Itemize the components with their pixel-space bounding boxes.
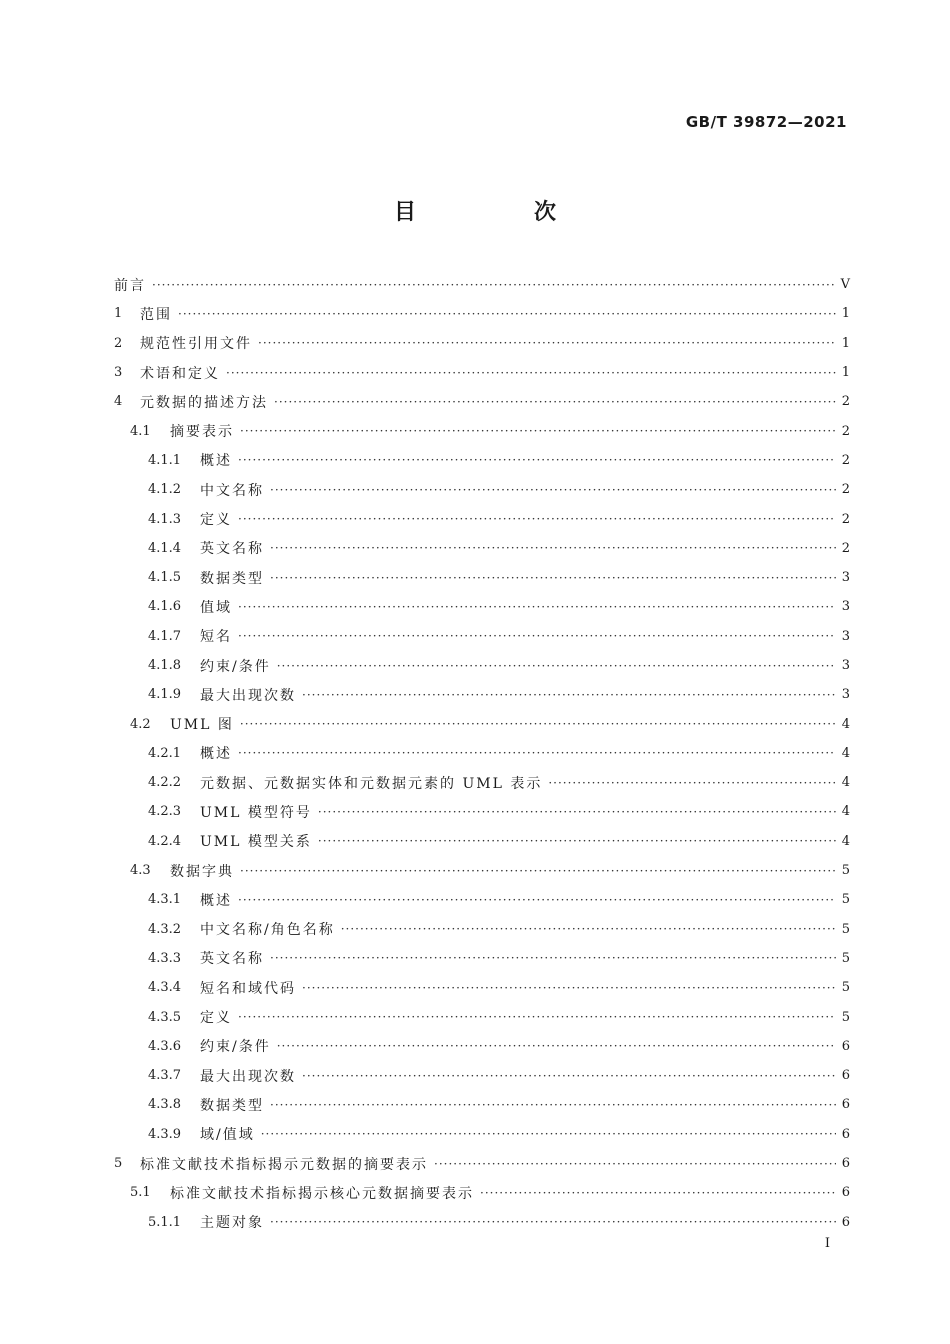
dot-leader xyxy=(302,981,836,995)
toc-entry-label: 约束/条件 xyxy=(200,658,271,675)
toc-entry-label: 范围 xyxy=(140,306,172,323)
toc-entry-page: 3 xyxy=(841,628,850,644)
toc-entry[interactable] xyxy=(114,827,850,856)
toc-entry-label: 前言 xyxy=(114,277,146,294)
toc-entry-page: 6 xyxy=(841,1038,850,1054)
toc-entry-page: 3 xyxy=(841,658,850,673)
table-of-contents xyxy=(114,270,850,1237)
toc-entry-number: 4.2.1 xyxy=(148,745,182,761)
toc-entry-number: 4.1.5 xyxy=(148,570,182,586)
toc-entry-label: UML 模型关系 xyxy=(200,834,312,851)
dot-leader xyxy=(270,951,836,965)
dot-leader xyxy=(277,659,836,673)
dot-leader xyxy=(238,746,836,760)
toc-entry[interactable] xyxy=(114,270,850,299)
toc-entry-number: 4.2 xyxy=(130,716,151,732)
dot-leader xyxy=(318,805,836,819)
toc-entry-label: 标准文献技术指标揭示核心元数据摘要表示 xyxy=(170,1185,474,1202)
toc-entry-number: 4.2.4 xyxy=(148,833,182,849)
toc-entry[interactable] xyxy=(114,680,850,709)
toc-entry-number: 4.2.3 xyxy=(148,804,182,820)
toc-entry-label: 概述 xyxy=(200,453,232,470)
dot-leader xyxy=(238,600,836,614)
toc-entry-number: 4.3.9 xyxy=(148,1126,182,1142)
toc-entry-number: 4.3.3 xyxy=(148,950,182,966)
toc-entry-number: 4.3.2 xyxy=(148,921,182,937)
dot-leader xyxy=(238,512,836,526)
toc-entry[interactable] xyxy=(114,739,850,768)
toc-entry[interactable] xyxy=(114,299,850,328)
toc-entry-label: 数据类型 xyxy=(200,570,264,587)
dot-leader xyxy=(270,541,836,555)
dot-leader xyxy=(226,366,836,380)
toc-entry-page: 3 xyxy=(841,599,850,615)
toc-entry[interactable] xyxy=(114,446,850,475)
dot-leader xyxy=(258,336,836,350)
toc-entry-number: 3 xyxy=(114,365,123,381)
dot-leader xyxy=(318,834,836,848)
toc-entry-page: 1 xyxy=(841,365,850,381)
toc-entry-number: 4.1.2 xyxy=(148,482,182,498)
dot-leader xyxy=(434,1157,836,1171)
dot-leader xyxy=(270,1215,836,1229)
toc-entry-number: 1 xyxy=(114,306,123,322)
toc-entry-page: 5 xyxy=(841,863,850,879)
toc-entry-label: 中文名称 xyxy=(200,482,264,499)
toc-entry-label: 中文名称/角色名称 xyxy=(200,922,335,939)
toc-entry-number: 4.1.1 xyxy=(148,452,182,468)
toc-entry-label: 数据字典 xyxy=(170,863,234,880)
toc-entry-label: 元数据的描述方法 xyxy=(140,394,268,411)
toc-entry-number: 4.1.6 xyxy=(148,599,182,615)
toc-entry-label: UML 模型符号 xyxy=(200,804,312,821)
toc-entry-number: 2 xyxy=(114,335,123,351)
toc-entry-page: 6 xyxy=(841,1185,850,1201)
toc-entry-number: 5 xyxy=(114,1156,123,1172)
toc-entry-number: 4.3.5 xyxy=(148,1009,182,1025)
toc-entry-page: 2 xyxy=(841,452,850,468)
dot-leader xyxy=(240,864,836,878)
toc-entry-label: 定义 xyxy=(200,512,232,529)
toc-entry[interactable] xyxy=(114,856,850,885)
toc-entry-label: 摘要表示 xyxy=(170,424,234,441)
dot-leader xyxy=(277,1039,836,1053)
toc-entry-page: 5 xyxy=(841,892,850,908)
toc-entry-number: 4.1.8 xyxy=(148,658,182,673)
toc-entry-page: 5 xyxy=(841,950,850,966)
dot-leader xyxy=(238,1010,836,1024)
dot-leader xyxy=(274,395,836,409)
toc-entry-page: 2 xyxy=(841,423,850,439)
dot-leader xyxy=(178,307,836,321)
toc-entry-number: 4.3.8 xyxy=(148,1097,182,1113)
toc-entry[interactable] xyxy=(114,1032,850,1061)
toc-entry-number: 4.1.7 xyxy=(148,628,182,644)
toc-entry-page: 6 xyxy=(841,1097,850,1113)
toc-entry[interactable] xyxy=(114,329,850,358)
toc-entry-number: 4.3.6 xyxy=(148,1038,182,1054)
dot-leader xyxy=(152,278,835,292)
toc-entry-label: 数据类型 xyxy=(200,1097,264,1114)
toc-entry-page: 2 xyxy=(841,482,850,498)
toc-entry[interactable] xyxy=(114,1120,850,1149)
toc-entry-label: 术语和定义 xyxy=(140,365,220,382)
toc-entry-number: 4 xyxy=(114,394,123,410)
toc-entry[interactable] xyxy=(114,944,850,973)
toc-entry-label: 短名和域代码 xyxy=(200,980,296,997)
toc-entry-label: 标准文献技术指标揭示元数据的摘要表示 xyxy=(140,1156,428,1173)
toc-entry-label: 英文名称 xyxy=(200,541,264,558)
toc-entry-page: 6 xyxy=(841,1126,850,1142)
dot-leader xyxy=(240,717,836,731)
toc-entry[interactable] xyxy=(114,416,850,445)
toc-entry-number: 4.2.2 xyxy=(148,775,182,791)
toc-entry-page: V xyxy=(840,277,850,293)
toc-entry-number: 5.1 xyxy=(130,1185,151,1201)
toc-entry[interactable] xyxy=(114,358,850,387)
toc-entry-page: 2 xyxy=(841,394,850,410)
dot-leader xyxy=(261,1127,836,1141)
toc-entry-page: 4 xyxy=(841,804,850,820)
toc-entry[interactable] xyxy=(114,885,850,914)
dot-leader xyxy=(548,776,835,790)
toc-entry-label: 概述 xyxy=(200,892,232,909)
toc-entry[interactable] xyxy=(114,534,850,563)
toc-entry-page: 4 xyxy=(841,775,850,791)
toc-entry[interactable] xyxy=(114,973,850,1002)
toc-entry[interactable] xyxy=(114,1149,850,1178)
toc-entry-number: 4.3.4 xyxy=(148,980,182,996)
toc-entry-page: 6 xyxy=(841,1156,850,1172)
dot-leader xyxy=(270,571,836,585)
toc-entry-page: 1 xyxy=(841,306,850,322)
toc-entry-number: 4.1.3 xyxy=(148,511,182,527)
toc-entry-number: 4.1 xyxy=(130,423,151,439)
toc-entry[interactable] xyxy=(114,504,850,533)
toc-entry[interactable] xyxy=(114,709,850,738)
toc-entry[interactable] xyxy=(114,1178,850,1207)
dot-leader xyxy=(302,688,836,702)
toc-entry[interactable] xyxy=(114,651,850,680)
page-title: 目 次 xyxy=(393,200,604,225)
toc-entry-number: 4.1.9 xyxy=(148,687,182,703)
toc-entry-label: 概述 xyxy=(200,746,232,763)
toc-entry[interactable] xyxy=(114,592,850,621)
toc-entry-page: 4 xyxy=(841,716,850,732)
toc-entry-label: 约束/条件 xyxy=(200,1039,271,1056)
dot-leader xyxy=(341,922,836,936)
dot-leader xyxy=(270,1098,836,1112)
toc-entry-page: 3 xyxy=(841,570,850,586)
toc-entry-number: 5.1.1 xyxy=(148,1214,182,1230)
toc-entry-page: 6 xyxy=(841,1068,850,1084)
dot-leader xyxy=(238,893,836,907)
toc-entry-page: 2 xyxy=(841,540,850,556)
toc-entry-number: 4.3 xyxy=(130,863,151,879)
toc-entry-page: 5 xyxy=(841,1009,850,1025)
toc-entry-number: 4.3.1 xyxy=(148,892,182,908)
toc-entry-label: 最大出现次数 xyxy=(200,687,296,704)
toc-entry[interactable] xyxy=(114,768,850,797)
toc-entry-number: 4.3.7 xyxy=(148,1068,182,1084)
dot-leader xyxy=(238,453,836,467)
toc-entry[interactable] xyxy=(114,797,850,826)
toc-entry-label: 主题对象 xyxy=(200,1215,264,1232)
toc-entry-page: 1 xyxy=(841,335,850,351)
toc-entry[interactable] xyxy=(114,622,850,651)
toc-entry[interactable] xyxy=(114,563,850,592)
dot-leader xyxy=(238,629,836,643)
toc-entry[interactable] xyxy=(114,915,850,944)
toc-entry[interactable] xyxy=(114,475,850,504)
dot-leader xyxy=(240,424,836,438)
toc-entry[interactable] xyxy=(114,387,850,416)
toc-entry-page: 4 xyxy=(841,745,850,761)
toc-entry-label: 短名 xyxy=(200,629,232,646)
toc-entry-page: 2 xyxy=(841,511,850,527)
toc-entry-label: 英文名称 xyxy=(200,951,264,968)
dot-leader xyxy=(270,483,836,497)
toc-entry-number: 4.1.4 xyxy=(148,540,182,556)
page-number: I xyxy=(824,1236,830,1251)
toc-entry[interactable] xyxy=(114,1002,850,1031)
toc-entry-page: 4 xyxy=(841,833,850,849)
toc-entry-label: UML 图 xyxy=(170,717,234,734)
toc-entry-label: 规范性引用文件 xyxy=(140,336,252,353)
toc-entry-page: 3 xyxy=(841,687,850,703)
standard-code: GB/T 39872—2021 xyxy=(685,113,847,131)
toc-entry-label: 元数据、元数据实体和元数据元素的 UML 表示 xyxy=(200,775,543,792)
toc-entry-page: 5 xyxy=(841,980,850,996)
toc-entry-label: 域/值域 xyxy=(200,1127,255,1144)
toc-entry-label: 定义 xyxy=(200,1010,232,1027)
toc-entry[interactable] xyxy=(114,1090,850,1119)
dot-leader xyxy=(302,1069,836,1083)
toc-entry-page: 6 xyxy=(841,1214,850,1230)
dot-leader xyxy=(480,1186,836,1200)
toc-entry-page: 5 xyxy=(841,921,850,937)
toc-entry-label: 值域 xyxy=(200,599,232,616)
toc-entry[interactable] xyxy=(114,1061,850,1090)
toc-entry[interactable] xyxy=(114,1208,850,1237)
toc-entry-label: 最大出现次数 xyxy=(200,1068,296,1085)
